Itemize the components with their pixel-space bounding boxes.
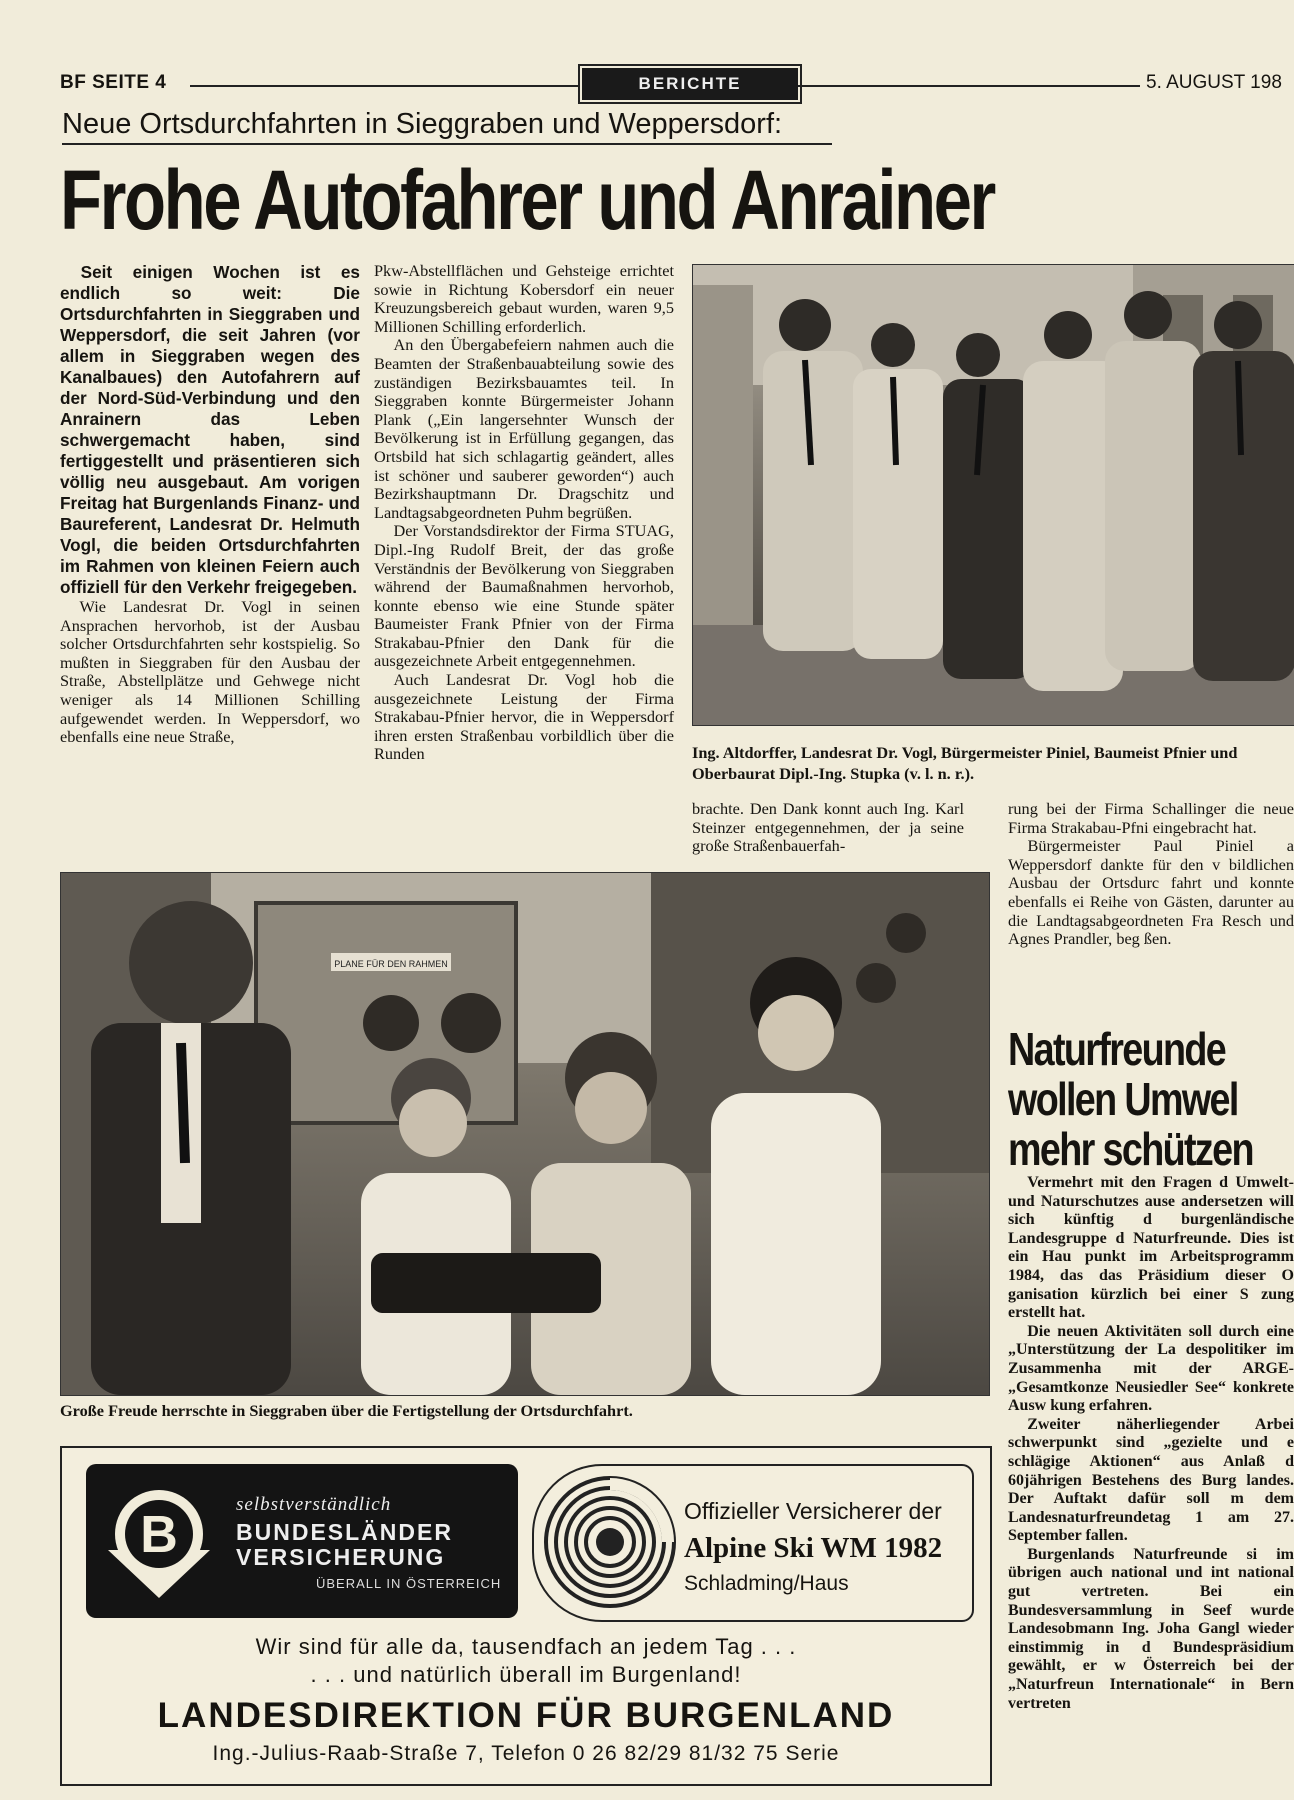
insurer-tagline: ÜBERALL IN ÖSTERREICH xyxy=(316,1576,502,1591)
ski-wm-spiral-icon xyxy=(542,1474,678,1610)
photo-officials-caption: Ing. Altdorffer, Landesrat Dr. Vogl, Bürgermeister Piniel, Baumeist Pfnier und Oberbaurat Dipl.-Ing. Stupka (v. l. n. r.). xyxy=(692,743,1238,783)
side-story-headline-line: mehr schützen xyxy=(1008,1123,1253,1175)
ad-script-text: selbstverständlich xyxy=(236,1494,392,1515)
bundeslaender-logo-box xyxy=(86,1464,518,1618)
ad-address: Ing.-Julius-Raab-Straße 7, Telefon 0 26 82/29 81/32 75 Serie xyxy=(212,1742,840,1765)
article-paragraph: Bürgermeister Paul Piniel a Weppersdorf dankte für den v bildlichen Ausbau der Ortsdurc fahrt und konnte ebenfalls ei Reihe von Gästen, darunter au die Landtagsabgeordneten Fra Resch und Agnes Prandler, beg ßen. xyxy=(1008,836,1294,949)
article-paragraph: An den Übergabefeiern nahmen auch die Beamten der Straßenbauabteilung sowie des zuständigen Bezirksbauamtes teil. In Sieggraben konnte Bürgermeister Johann Plank („Ein langersehnter Wunsch der Bevölkerung ist in Erfüllung gegangen, das Ortsbild hat sich schlagartig geändert, alles ist schöner und sauberer geworden“) auch Bezirkshauptmann Dr. Dragschitz und Landtagsabgeordneten Puhm begrüßen. xyxy=(374,335,674,522)
photo-children-caption: Große Freude herrschte in Sieggraben über die Fertigstellung der Ortsdurchfahrt. xyxy=(60,1401,633,1420)
ski-wm-line: Offizieller Versicherer der xyxy=(684,1498,942,1524)
side-story-paragraph: Vermehrt mit den Fragen d Umwelt- und Naturschutzes ause andersetzen will sich künftig d burgenländische Landesgruppe d Naturfreunde. Dies ist ein Hau punkt im Arbeitsprogramm 1984, das das Präsidium dieser O ganisation kürzlich bei einer S zung erstellt hat. xyxy=(1008,1174,1294,1322)
insurance-advertisement xyxy=(60,1446,992,1786)
photo-officials xyxy=(692,264,1294,726)
side-story-headline xyxy=(1008,1024,1253,1174)
bundeslaender-b-logo-icon xyxy=(100,1488,218,1600)
section-label: BERICHTE xyxy=(582,68,798,100)
article-headline: Frohe Autofahrer und Anrainer xyxy=(60,153,994,247)
insurer-name xyxy=(236,1520,453,1570)
article-paragraph: brachte. Den Dank konnt auch Ing. Karl Steinzer entgegennehmen, der ja seine große Straßenbauerfah- xyxy=(692,799,964,856)
insurer-name-line: BUNDESLÄNDER xyxy=(236,1519,453,1545)
article-paragraph: Pkw-Abstellflächen und Gehsteige errichtet sowie in Richtung Kobersdorf ein neuer Kreuzungsbereich gebaut wurden, waren 9,5 Millionen Schilling erforderlich. xyxy=(374,261,674,336)
article-column-2 xyxy=(374,262,674,764)
article-kicker: Neue Ortsdurchfahrten in Sieggraben und Weppersdorf: xyxy=(62,108,832,145)
article-column-1 xyxy=(60,262,360,747)
article-paragraph: Auch Landesrat Dr. Vogl hob die ausgezeichnete Leistung der Firma Strakabau-Pfnier hervor, die in Weppersdorf ihren ersten Straßenbau vorbildlich über die Runden xyxy=(374,670,674,764)
issue-date: 5. AUGUST 198 xyxy=(1146,72,1282,93)
article-column-4 xyxy=(1008,800,1294,949)
page-label: BF SEITE 4 xyxy=(60,72,167,93)
photo-officials-image xyxy=(693,265,1294,725)
side-story-headline-line: wollen Umwel xyxy=(1008,1073,1238,1125)
side-story-paragraph: Die neuen Aktivitäten soll durch eine „Unterstützung der La despolitiker im Zusammenha mit der ARGE-„Gesamtkonze Neusiedler See“ konkrete Ausw kung erfahren. xyxy=(1008,1322,1294,1415)
photo-children xyxy=(60,872,990,1396)
ski-wm-location: Schladming/Haus xyxy=(684,1572,849,1595)
side-story-paragraph: Burgenlands Naturfreunde si im übrigen auch national und int national gut vertreten. Bei ein Bundesversammlung in Seef wurde Landesobmann Ing. Joha Gangl wieder einstimmig in d Bundespräsidium gewählt, er w Österreich bei der „Naturfreun Internationale“ in Bern vertreten xyxy=(1008,1545,1294,1712)
ad-directorate: LANDESDIREKTION FÜR BURGENLAND xyxy=(157,1696,895,1735)
article-column-3 xyxy=(692,800,964,856)
sign-text: PLANE FÜR DEN RAHMEN xyxy=(334,959,448,969)
article-lead: Seit einigen Wochen ist es endlich so weit: Die Ortsdurchfahrten in Sieggraben und Weppersdorf, die seit Jahren (vor allem in Sieggraben wegen des Kanalbaues) den Autofahrern auf der Nord-Süd-Verbindung und den Anrainern das Leben schwergemacht haben, sind fertiggestellt und präsentieren sich völlig neu ausgebaut. Am vorigen Freitag hat Burgenlands Finanz- und Baureferent, Landesrat Dr. Helmuth Vogl, die beiden Ortsdurchfahrten im Rahmen von kleinen Feiern auch offiziell für den Verkehr freigegeben. xyxy=(60,262,360,597)
article-paragraph: Wie Landesrat Dr. Vogl in seinen Ansprachen hervorhob, ist der Ausbau solcher Ortsdurchfahrten sehr kostspielig. So mußten in Sieggraben für den Ausbau der Straße, Abstellplätze und Gehwege nicht weniger als 14 Millionen Schilling aufgewendet werden. In Weppersdorf, wo ebenfalls eine neue Straße, xyxy=(60,597,360,747)
ad-slogan: Wir sind für alle da, tausendfach an jedem Tag . . . xyxy=(255,1634,797,1659)
side-story-paragraph: Zweiter näherliegender Arbei schwerpunkt sind „gezielte und e schlägige Aktionen“ aus Anlaß d 60jährigen Bestehens des Burg landes. Der Auftakt dafür soll m dem Landesnaturfreundetag 1 am 27. September fallen. xyxy=(1008,1415,1294,1545)
article-paragraph: Der Vorstandsdirektor der Firma STUAG, Dipl.-Ing Rudolf Breit, der das große Verständnis der Bevölkerung von Sieggraben während der Baumaßnahmen hervorhob, konnte ebenso wie eine Stunde später Baumeister Frank Pfnier von der Firma Strakabau-Pfnier den Dank für die ausgezeichnete Arbeit entgegennehmen. xyxy=(374,521,674,671)
side-story-headline-line: Naturfreunde xyxy=(1008,1023,1226,1075)
header-rule-right xyxy=(798,85,1140,87)
insurer-name-line: VERSICHERUNG xyxy=(236,1544,446,1570)
ad-slogan: . . . und natürlich überall im Burgenland! xyxy=(310,1662,742,1687)
side-story-body xyxy=(1008,1174,1294,1713)
photo-children-image xyxy=(61,873,989,1395)
ski-wm-title: Alpine Ski WM 1982 xyxy=(684,1532,943,1564)
article-paragraph: rung bei der Firma Schallinger die neue Firma Strakabau-Pfni eingebracht hat. xyxy=(1008,799,1294,837)
logo-letter: B xyxy=(140,1506,178,1564)
header-rule-left xyxy=(190,85,580,87)
ski-wm-box xyxy=(532,1464,974,1622)
